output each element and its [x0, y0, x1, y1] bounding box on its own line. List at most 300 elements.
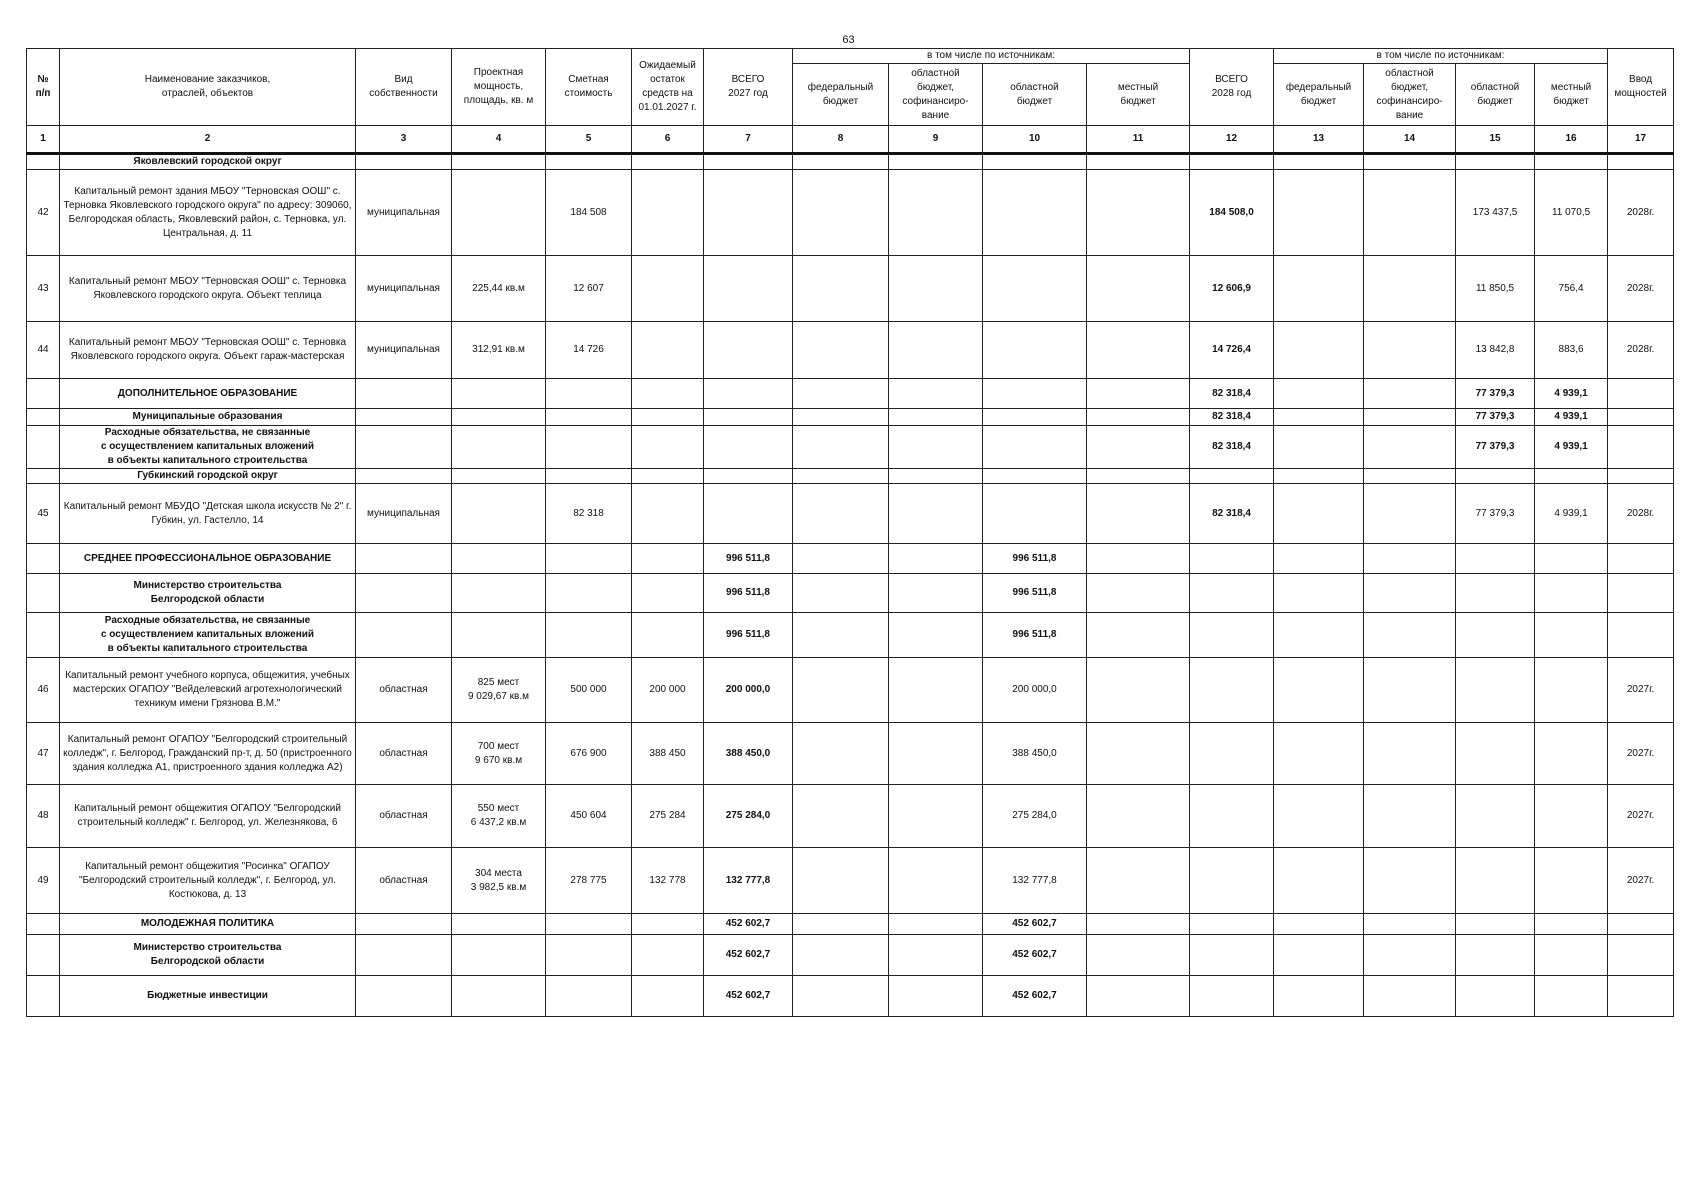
- table-row: [27, 322, 1674, 379]
- table-cell: муниципальная: [356, 322, 452, 379]
- table-cell: 550 мест 6 437,2 кв.м: [452, 785, 546, 848]
- table-cell: [546, 935, 632, 976]
- table-cell: [889, 256, 983, 322]
- table-cell: [1274, 574, 1364, 613]
- table-cell: [356, 914, 452, 935]
- header-capacity: Проектная мощность, площадь, кв. м: [452, 49, 546, 126]
- table-cell: [546, 409, 632, 426]
- table-cell: [1364, 484, 1456, 544]
- table-cell: 304 места 3 982,5 кв.м: [452, 848, 546, 914]
- row-number-cell: [27, 154, 60, 170]
- table-cell: 200 000: [632, 658, 704, 723]
- table-cell: [704, 322, 793, 379]
- table-cell: [1364, 574, 1456, 613]
- section-row: [27, 544, 1674, 574]
- table-cell: 4 939,1: [1535, 484, 1608, 544]
- table-cell: [889, 785, 983, 848]
- column-number: 4: [452, 126, 546, 154]
- table-cell: [452, 469, 546, 484]
- table-cell: 825 мест 9 029,67 кв.м: [452, 658, 546, 723]
- table-cell: [793, 976, 889, 1017]
- table-cell: [889, 322, 983, 379]
- table-cell: 756,4: [1535, 256, 1608, 322]
- table-cell: [889, 469, 983, 484]
- table-cell: [1087, 544, 1190, 574]
- table-cell: 200 000,0: [704, 658, 793, 723]
- table-cell: [983, 379, 1087, 409]
- table-cell: [1364, 848, 1456, 914]
- table-cell: 278 775: [546, 848, 632, 914]
- row-name-cell: Бюджетные инвестиции: [60, 976, 356, 1017]
- row-number-cell: [27, 426, 60, 469]
- header-regional-cofin-2028: областной бюджет, софинансиро- вание: [1364, 64, 1456, 126]
- row-name-cell: Капитальный ремонт МБОУ "Терновская ООШ" с. Терновка Яковлевского городского округа. Объект теплица: [60, 256, 356, 322]
- table-cell: [1535, 914, 1608, 935]
- table-cell: 312,91 кв.м: [452, 322, 546, 379]
- table-cell: 82 318,4: [1190, 379, 1274, 409]
- table-cell: [1087, 914, 1190, 935]
- table-cell: [1535, 469, 1608, 484]
- row-number-cell: 45: [27, 484, 60, 544]
- table-cell: [1274, 426, 1364, 469]
- table-cell: [1535, 723, 1608, 785]
- column-number: 1: [27, 126, 60, 154]
- table-cell: [632, 426, 704, 469]
- table-cell: [632, 613, 704, 658]
- row-name-cell: Капитальный ремонт учебного корпуса, общежития, учебных мастерских ОГАПОУ "Вейделевский агротехнологический техникум имени Грязнова В.М.": [60, 658, 356, 723]
- table-cell: областная: [356, 848, 452, 914]
- table-cell: 173 437,5: [1456, 170, 1535, 256]
- table-cell: [793, 409, 889, 426]
- table-cell: [1274, 469, 1364, 484]
- table-cell: муниципальная: [356, 484, 452, 544]
- table-cell: [889, 484, 983, 544]
- header-expected-balance: Ожидаемый остаток средств на 01.01.2027 г.: [632, 49, 704, 126]
- table-body: [27, 154, 1674, 1017]
- table-cell: [1364, 379, 1456, 409]
- row-number-cell: 47: [27, 723, 60, 785]
- table-cell: [1087, 723, 1190, 785]
- table-cell: 132 778: [632, 848, 704, 914]
- table-cell: [1456, 935, 1535, 976]
- table-cell: 883,6: [1535, 322, 1608, 379]
- table-cell: [1456, 544, 1535, 574]
- table-cell: [1364, 658, 1456, 723]
- table-cell: 996 511,8: [983, 613, 1087, 658]
- table-cell: [1274, 848, 1364, 914]
- table-cell: [546, 469, 632, 484]
- header-federal: федеральный бюджет: [793, 64, 889, 126]
- section-row: [27, 613, 1674, 658]
- table-cell: 4 939,1: [1535, 426, 1608, 469]
- table-cell: [356, 935, 452, 976]
- table-cell: [793, 785, 889, 848]
- section-row: [27, 914, 1674, 935]
- table-cell: 452 602,7: [704, 976, 793, 1017]
- row-name-cell: Капитальный ремонт здания МБОУ "Терновская ООШ" с. Терновка Яковлевского городского округа" по адресу: 309060, Белгородская область, Яковлевский район, с. Терновка, ул. Центральная, д. 11: [60, 170, 356, 256]
- table-cell: [1087, 848, 1190, 914]
- table-cell: [793, 484, 889, 544]
- header-total-2027: ВСЕГО 2027 год: [704, 49, 793, 126]
- table-cell: [793, 154, 889, 170]
- table-cell: областная: [356, 785, 452, 848]
- table-cell: [889, 935, 983, 976]
- table-cell: [793, 914, 889, 935]
- section-row: [27, 935, 1674, 976]
- table-cell: [1190, 976, 1274, 1017]
- table-cell: 500 000: [546, 658, 632, 723]
- table-cell: [1608, 976, 1674, 1017]
- table-cell: [632, 256, 704, 322]
- table-cell: [1364, 409, 1456, 426]
- table-cell: [889, 544, 983, 574]
- table-cell: 2027г.: [1608, 848, 1674, 914]
- table-cell: [1456, 848, 1535, 914]
- header-total-2028: ВСЕГО 2028 год: [1190, 49, 1274, 126]
- table-cell: [1190, 658, 1274, 723]
- table-cell: [356, 976, 452, 1017]
- table-cell: 12 606,9: [1190, 256, 1274, 322]
- section-row: [27, 574, 1674, 613]
- table-cell: [1364, 785, 1456, 848]
- row-number-cell: [27, 379, 60, 409]
- table-cell: [452, 379, 546, 409]
- column-number: 2: [60, 126, 356, 154]
- table-cell: [546, 426, 632, 469]
- row-name-cell: СРЕДНЕЕ ПРОФЕССИОНАЛЬНОЕ ОБРАЗОВАНИЕ: [60, 544, 356, 574]
- table-cell: [1456, 723, 1535, 785]
- table-cell: 77 379,3: [1456, 409, 1535, 426]
- table-cell: [889, 914, 983, 935]
- row-number-cell: 44: [27, 322, 60, 379]
- table-cell: [632, 409, 704, 426]
- table-cell: [793, 544, 889, 574]
- row-number-cell: [27, 935, 60, 976]
- row-number-cell: 48: [27, 785, 60, 848]
- table-cell: [1364, 322, 1456, 379]
- table-cell: [356, 154, 452, 170]
- column-numbers-row: [27, 126, 1674, 154]
- table-cell: [452, 976, 546, 1017]
- table-cell: 452 602,7: [983, 976, 1087, 1017]
- table-cell: [356, 379, 452, 409]
- table-cell: [793, 379, 889, 409]
- table-cell: [1274, 976, 1364, 1017]
- table-cell: 14 726: [546, 322, 632, 379]
- table-cell: 452 602,7: [983, 914, 1087, 935]
- column-number: 6: [632, 126, 704, 154]
- table-cell: [632, 154, 704, 170]
- table-cell: [704, 409, 793, 426]
- column-number: 17: [1608, 126, 1674, 154]
- table-cell: [452, 613, 546, 658]
- column-number: 16: [1535, 126, 1608, 154]
- table-cell: [1274, 785, 1364, 848]
- table-cell: областная: [356, 658, 452, 723]
- column-number: 14: [1364, 126, 1456, 154]
- table-cell: [793, 426, 889, 469]
- table-cell: [632, 170, 704, 256]
- table-cell: [1274, 154, 1364, 170]
- table-cell: [1456, 574, 1535, 613]
- table-cell: 2027г.: [1608, 723, 1674, 785]
- table-cell: [1535, 935, 1608, 976]
- table-cell: [452, 154, 546, 170]
- table-cell: [1364, 613, 1456, 658]
- table-cell: 184 508: [546, 170, 632, 256]
- column-number: 3: [356, 126, 452, 154]
- table-cell: [1364, 935, 1456, 976]
- table-cell: [1364, 170, 1456, 256]
- table-cell: [1608, 935, 1674, 976]
- table-cell: 77 379,3: [1456, 484, 1535, 544]
- page-number: 63: [842, 34, 855, 46]
- table-cell: [1274, 544, 1364, 574]
- table-cell: [1087, 935, 1190, 976]
- table-cell: [1608, 426, 1674, 469]
- table-cell: [452, 574, 546, 613]
- table-cell: 996 511,8: [983, 544, 1087, 574]
- column-number: 5: [546, 126, 632, 154]
- table-cell: [889, 170, 983, 256]
- column-number: 8: [793, 126, 889, 154]
- table-cell: [1087, 256, 1190, 322]
- table-cell: [632, 469, 704, 484]
- table-cell: 77 379,3: [1456, 379, 1535, 409]
- table-cell: [1364, 256, 1456, 322]
- table-cell: [1087, 154, 1190, 170]
- table-cell: [1190, 723, 1274, 785]
- table-row: [27, 785, 1674, 848]
- table-cell: 12 607: [546, 256, 632, 322]
- column-number: 12: [1190, 126, 1274, 154]
- table-cell: [1190, 154, 1274, 170]
- table-cell: [1274, 170, 1364, 256]
- table-cell: [1608, 914, 1674, 935]
- header-regional: областной бюджет: [983, 64, 1087, 126]
- section-row: [27, 976, 1674, 1017]
- table-cell: 184 508,0: [1190, 170, 1274, 256]
- column-number: 11: [1087, 126, 1190, 154]
- table-cell: [1087, 574, 1190, 613]
- section-row: [27, 154, 1674, 170]
- table-cell: [1608, 613, 1674, 658]
- table-cell: [704, 469, 793, 484]
- table-cell: [793, 935, 889, 976]
- table-cell: 388 450: [632, 723, 704, 785]
- table-cell: [1087, 785, 1190, 848]
- row-name-cell: Капитальный ремонт ОГАПОУ "Белгородский строительный колледж", г. Белгород, Гражданский пр-т, д. 50 (пристроенного здания колледжа А1, пристроенного здания колледжа А2): [60, 723, 356, 785]
- table-cell: 388 450,0: [704, 723, 793, 785]
- table-cell: [793, 256, 889, 322]
- header-regional-2028: областной бюджет: [1456, 64, 1535, 126]
- table-cell: [632, 322, 704, 379]
- table-cell: [1274, 914, 1364, 935]
- table-cell: 450 604: [546, 785, 632, 848]
- table-cell: [1535, 574, 1608, 613]
- row-number-cell: 42: [27, 170, 60, 256]
- table-cell: [1364, 426, 1456, 469]
- table-cell: [1087, 484, 1190, 544]
- header-ownership: Вид собственности: [356, 49, 452, 126]
- table-cell: 132 777,8: [704, 848, 793, 914]
- table-cell: 132 777,8: [983, 848, 1087, 914]
- table-cell: [452, 170, 546, 256]
- table-cell: 676 900: [546, 723, 632, 785]
- table-cell: 82 318,4: [1190, 426, 1274, 469]
- table-row: [27, 723, 1674, 785]
- table-cell: [1190, 544, 1274, 574]
- header-sources-2027: в том числе по источникам:: [793, 49, 1190, 64]
- table-cell: [1087, 379, 1190, 409]
- table-cell: [546, 976, 632, 1017]
- table-cell: [1456, 613, 1535, 658]
- table-cell: 225,44 кв.м: [452, 256, 546, 322]
- table-cell: 200 000,0: [983, 658, 1087, 723]
- table-cell: [793, 469, 889, 484]
- table-cell: [1087, 613, 1190, 658]
- row-number-cell: [27, 469, 60, 484]
- row-number-cell: [27, 613, 60, 658]
- table-cell: муниципальная: [356, 170, 452, 256]
- table-cell: [983, 322, 1087, 379]
- table-cell: 4 939,1: [1535, 409, 1608, 426]
- row-name-cell: Муниципальные образования: [60, 409, 356, 426]
- table-cell: [546, 613, 632, 658]
- table-cell: [632, 914, 704, 935]
- table-cell: 388 450,0: [983, 723, 1087, 785]
- table-cell: 11 070,5: [1535, 170, 1608, 256]
- table-cell: [1608, 409, 1674, 426]
- table-cell: [889, 154, 983, 170]
- header-name: Наименование заказчиков, отраслей, объектов: [60, 49, 356, 126]
- table-cell: [889, 658, 983, 723]
- table-cell: [452, 426, 546, 469]
- table-header: [27, 49, 1674, 154]
- table-cell: [889, 574, 983, 613]
- table-cell: [889, 426, 983, 469]
- section-row: [27, 469, 1674, 484]
- table-cell: [1456, 469, 1535, 484]
- row-name-cell: Расходные обязательства, не связанные с осуществлением капитальных вложений в объекты капитального строительства: [60, 613, 356, 658]
- table-cell: [1087, 658, 1190, 723]
- table-cell: [1190, 848, 1274, 914]
- table-cell: [983, 170, 1087, 256]
- table-cell: 700 мест 9 670 кв.м: [452, 723, 546, 785]
- section-row: [27, 426, 1674, 469]
- table-cell: [793, 170, 889, 256]
- table-cell: [452, 409, 546, 426]
- row-number-cell: [27, 914, 60, 935]
- row-name-cell: Расходные обязательства, не связанные с осуществлением капитальных вложений в объекты капитального строительства: [60, 426, 356, 469]
- table-cell: 452 602,7: [704, 935, 793, 976]
- table-cell: [983, 409, 1087, 426]
- table-cell: [1190, 935, 1274, 976]
- table-cell: [793, 613, 889, 658]
- table-cell: 2028г.: [1608, 256, 1674, 322]
- table-cell: [889, 379, 983, 409]
- table-cell: 14 726,4: [1190, 322, 1274, 379]
- row-number-cell: [27, 574, 60, 613]
- table-cell: [356, 544, 452, 574]
- table-cell: [704, 426, 793, 469]
- table-cell: [1535, 848, 1608, 914]
- table-cell: [983, 154, 1087, 170]
- row-name-cell: Капитальный ремонт общежития ОГАПОУ "Белгородский строительный колледж" г. Белгород, ул. Железнякова, 6: [60, 785, 356, 848]
- table-cell: [1190, 613, 1274, 658]
- table-cell: [1364, 469, 1456, 484]
- column-number: 10: [983, 126, 1087, 154]
- table-cell: [1087, 976, 1190, 1017]
- table-cell: [1087, 322, 1190, 379]
- table-cell: [356, 613, 452, 658]
- table-cell: [1190, 469, 1274, 484]
- table-cell: 452 602,7: [704, 914, 793, 935]
- table-cell: [1274, 322, 1364, 379]
- table-cell: [1087, 469, 1190, 484]
- table-cell: [1535, 154, 1608, 170]
- table-cell: [983, 256, 1087, 322]
- table-cell: 275 284: [632, 785, 704, 848]
- table-cell: [1456, 785, 1535, 848]
- table-cell: [889, 723, 983, 785]
- header-estimated-cost: Сметная стоимость: [546, 49, 632, 126]
- section-row: [27, 379, 1674, 409]
- table-cell: [1535, 544, 1608, 574]
- table-cell: [632, 574, 704, 613]
- table-cell: [1364, 976, 1456, 1017]
- table-cell: [1364, 723, 1456, 785]
- table-cell: [889, 409, 983, 426]
- table-cell: [1456, 658, 1535, 723]
- table-cell: [1456, 914, 1535, 935]
- header-no: № п/п: [27, 49, 60, 126]
- section-row: [27, 409, 1674, 426]
- table-cell: [1608, 154, 1674, 170]
- table-cell: [452, 935, 546, 976]
- table-cell: [1535, 785, 1608, 848]
- table-cell: [1535, 658, 1608, 723]
- budget-table-wrapper: [26, 48, 1674, 1017]
- table-cell: 2027г.: [1608, 785, 1674, 848]
- table-cell: [793, 848, 889, 914]
- budget-table: [26, 48, 1674, 1017]
- table-cell: [632, 484, 704, 544]
- table-cell: [1190, 785, 1274, 848]
- header-regional-cofin: областной бюджет, софинансиро- вание: [889, 64, 983, 126]
- table-cell: [356, 469, 452, 484]
- table-cell: [1274, 409, 1364, 426]
- row-number-cell: 46: [27, 658, 60, 723]
- table-cell: 2028г.: [1608, 170, 1674, 256]
- table-cell: [704, 256, 793, 322]
- table-cell: [356, 409, 452, 426]
- table-cell: [1274, 613, 1364, 658]
- table-cell: 996 511,8: [704, 613, 793, 658]
- table-cell: [1087, 426, 1190, 469]
- table-row: [27, 170, 1674, 256]
- table-cell: 996 511,8: [704, 574, 793, 613]
- table-row: [27, 484, 1674, 544]
- row-name-cell: МОЛОДЕЖНАЯ ПОЛИТИКА: [60, 914, 356, 935]
- table-cell: [632, 544, 704, 574]
- table-cell: [889, 613, 983, 658]
- header-federal-2028: федеральный бюджет: [1274, 64, 1364, 126]
- table-cell: [983, 426, 1087, 469]
- table-cell: [1087, 409, 1190, 426]
- column-number: 13: [1274, 126, 1364, 154]
- row-name-cell: Министерство строительства Белгородской области: [60, 574, 356, 613]
